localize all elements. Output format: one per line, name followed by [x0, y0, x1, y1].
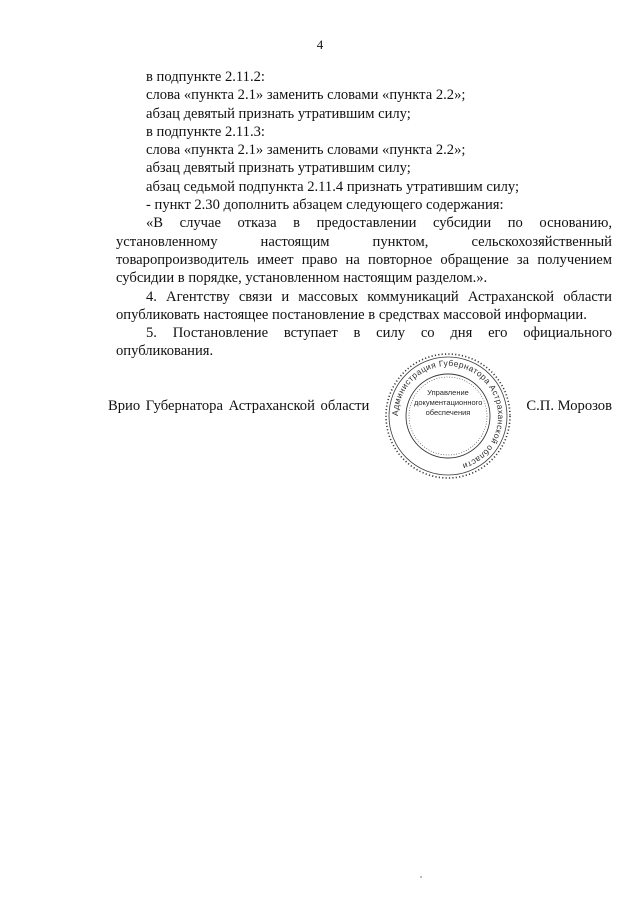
stamp-center-line: документационного	[414, 398, 483, 407]
amendment-line: в подпункте 2.11.2:	[146, 69, 265, 85]
page-number: 4	[316, 37, 324, 52]
signature-block	[108, 398, 612, 420]
signatory-name: С.П. Морозов	[526, 398, 612, 414]
amendment-line: - пункт 2.30 дополнить абзацем следующего содержания:	[146, 197, 504, 214]
amendment-line: абзац девятый признать утратившим силу;	[146, 105, 411, 122]
clause-5-paragraph: 5. Постановление вступает в силу со дня его официального опубликования.	[116, 325, 612, 360]
amendment-line: абзац седьмой подпункта 2.11.4 признать утратившим силу;	[146, 178, 520, 195]
stamp-center-line: обеспечения	[425, 408, 471, 417]
document-body	[116, 68, 612, 361]
clause-4-paragraph: 4. Агентству связи и массовых коммуникаций Астраханской области опубликовать настоящее постановление в средствах массовой информации.	[116, 288, 612, 323]
scan-speck	[420, 876, 422, 878]
signatory-position: Врио Губернатора Астраханской области	[108, 398, 370, 414]
stamp-center-line: Управление	[427, 388, 469, 397]
amendment-line: абзац девятый признать утратившим силу;	[146, 160, 411, 177]
quoted-paragraph: «В случае отказа в предоставлении субсидии по основанию, установленному настоящим пунктом, сельскохозяйственный товаропроизводитель имеет право на повторное обращение за получением субсидии в порядке, установленном настоящим разделом.».	[116, 215, 612, 287]
amendment-line: в подпункте 2.11.3:	[146, 123, 265, 140]
amendment-line: слова «пункта 2.1» заменить словами «пункта 2.2»;	[146, 142, 466, 159]
stamp-ring-text: Администрация Губернатора Астраханской области	[389, 357, 507, 472]
amendment-line: слова «пункта 2.1» заменить словами «пункта 2.2»;	[146, 87, 466, 104]
